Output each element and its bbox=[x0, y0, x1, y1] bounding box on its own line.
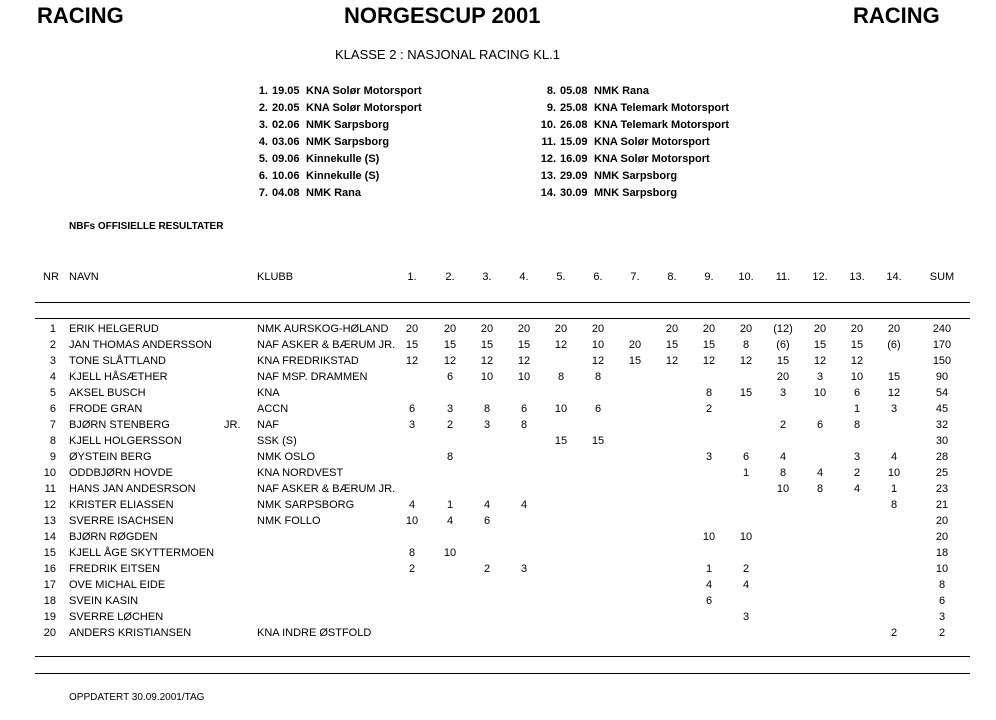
total-sum: 45 bbox=[935, 403, 949, 415]
round-score: 6 bbox=[705, 595, 713, 607]
race-item bbox=[252, 187, 361, 199]
race-item bbox=[540, 187, 677, 199]
race-venue: KNA Solør Motorsport bbox=[594, 153, 710, 165]
round-score: 20 bbox=[776, 371, 790, 383]
race-venue: NMK Rana bbox=[306, 187, 362, 199]
round-score: 4 bbox=[890, 451, 898, 463]
race-date: 20.05 bbox=[272, 102, 300, 114]
round-score: 12 bbox=[665, 355, 679, 367]
divider-line bbox=[35, 318, 970, 319]
driver-club: NMK SARPSBORG bbox=[257, 499, 355, 511]
column-header-round: 5. bbox=[556, 271, 566, 283]
round-score: 15 bbox=[850, 339, 864, 351]
column-header-round: 11. bbox=[775, 271, 791, 283]
round-score: 20 bbox=[591, 323, 605, 335]
round-score: 20 bbox=[517, 323, 531, 335]
round-score: 6 bbox=[408, 403, 416, 415]
row-number: 4 bbox=[49, 371, 56, 383]
round-score: (12) bbox=[773, 323, 793, 335]
round-score: 4 bbox=[446, 515, 454, 527]
race-venue: KNA Telemark Motorsport bbox=[594, 102, 730, 114]
header-left-label: RACING bbox=[37, 3, 124, 28]
round-score: 12 bbox=[887, 387, 901, 399]
race-number: 1. bbox=[258, 85, 268, 97]
round-score: 12 bbox=[813, 355, 827, 367]
race-date: 02.06 bbox=[272, 119, 300, 131]
round-score: 10 bbox=[739, 531, 753, 543]
round-score: 2 bbox=[742, 563, 750, 575]
round-score: 20 bbox=[813, 323, 827, 335]
round-score: 8 bbox=[594, 371, 602, 383]
round-score: 2 bbox=[408, 563, 416, 575]
driver-club: NAF bbox=[257, 419, 279, 431]
round-score: 8 bbox=[408, 547, 416, 559]
race-number: 6. bbox=[258, 170, 268, 182]
round-score: 15 bbox=[702, 339, 716, 351]
round-score: 8 bbox=[520, 419, 528, 431]
round-score: 10 bbox=[517, 371, 531, 383]
total-sum: 30 bbox=[935, 435, 949, 447]
column-header-round: 14. bbox=[886, 271, 902, 283]
row-number: 19 bbox=[43, 611, 56, 623]
round-score: 15 bbox=[776, 355, 790, 367]
round-score: 4 bbox=[408, 499, 416, 511]
round-score: 12 bbox=[850, 355, 864, 367]
race-item bbox=[540, 119, 729, 131]
driver-club: NAF ASKER & BÆRUM JR. bbox=[257, 483, 396, 495]
driver-name: ANDERS KRISTIANSEN bbox=[69, 627, 192, 639]
round-score: 4 bbox=[520, 499, 528, 511]
round-score: 10 bbox=[702, 531, 716, 543]
round-score: 8 bbox=[446, 451, 454, 463]
driver-name: SVERRE LØCHEN bbox=[69, 611, 164, 623]
race-date: 25.08 bbox=[560, 102, 588, 114]
round-score: 12 bbox=[405, 355, 419, 367]
round-score: 2 bbox=[890, 627, 898, 639]
total-sum: 170 bbox=[932, 339, 952, 351]
race-number: 14. bbox=[540, 187, 556, 199]
driver-club: KNA FREDRIKSTAD bbox=[257, 355, 359, 367]
round-score: 8 bbox=[483, 403, 491, 415]
round-score: 6 bbox=[446, 371, 454, 383]
total-sum: 8 bbox=[938, 579, 946, 591]
round-score: 15 bbox=[405, 339, 419, 351]
driver-club: NMK OSLO bbox=[257, 451, 316, 463]
row-number: 17 bbox=[43, 579, 56, 591]
round-score: 10 bbox=[776, 483, 790, 495]
driver-name: KRISTER ELIASSEN bbox=[69, 499, 174, 511]
round-score: 6 bbox=[816, 419, 824, 431]
round-score: 15 bbox=[628, 355, 642, 367]
row-number: 12 bbox=[43, 499, 56, 511]
driver-name: FREDRIK EITSEN bbox=[69, 563, 161, 575]
round-score: 1 bbox=[446, 499, 454, 511]
race-item bbox=[252, 85, 422, 97]
race-date: 30.09 bbox=[560, 187, 588, 199]
round-score: 10 bbox=[480, 371, 494, 383]
row-number: 6 bbox=[49, 403, 56, 415]
driver-club: NMK AURSKOG-HØLAND bbox=[257, 323, 389, 335]
driver-name: HANS JAN ANDESRSON bbox=[69, 483, 196, 495]
race-date: 10.06 bbox=[272, 170, 300, 182]
round-score: 15 bbox=[517, 339, 531, 351]
driver-club: SSK (S) bbox=[257, 435, 297, 447]
race-date: 04.08 bbox=[272, 187, 300, 199]
column-header-sum: SUM bbox=[929, 271, 955, 283]
row-number: 1 bbox=[49, 323, 56, 335]
round-score: 12 bbox=[517, 355, 531, 367]
round-score: 20 bbox=[739, 323, 753, 335]
round-score: 12 bbox=[554, 339, 568, 351]
column-header-name: NAVN bbox=[69, 271, 99, 283]
row-number: 14 bbox=[43, 531, 56, 543]
row-number: 10 bbox=[43, 467, 56, 479]
driver-club: KNA bbox=[257, 387, 280, 399]
column-header-round: 3. bbox=[482, 271, 492, 283]
race-venue: Kinnekulle (S) bbox=[306, 170, 380, 182]
race-number: 9. bbox=[546, 102, 556, 114]
driver-club: NMK FOLLO bbox=[257, 515, 321, 527]
page-title: NORGESCUP 2001 bbox=[344, 3, 541, 28]
round-score: 3 bbox=[520, 563, 528, 575]
driver-suffix: JR. bbox=[224, 419, 241, 431]
race-number: 3. bbox=[258, 119, 268, 131]
total-sum: 6 bbox=[938, 595, 946, 607]
race-number: 5. bbox=[258, 153, 268, 165]
driver-name: BJØRN STENBERG bbox=[69, 419, 170, 431]
row-number: 20 bbox=[43, 627, 56, 639]
round-score: 2 bbox=[853, 467, 861, 479]
round-score: 3 bbox=[779, 387, 787, 399]
round-score: 15 bbox=[887, 371, 901, 383]
round-score: 20 bbox=[405, 323, 419, 335]
round-score: 8 bbox=[890, 499, 898, 511]
race-number: 13. bbox=[540, 170, 556, 182]
round-score: 6 bbox=[520, 403, 528, 415]
round-score: 20 bbox=[554, 323, 568, 335]
race-venue: MNK Sarpsborg bbox=[594, 187, 678, 199]
driver-name: FRODE GRAN bbox=[69, 403, 143, 415]
round-score: 4 bbox=[705, 579, 713, 591]
race-number: 7. bbox=[258, 187, 268, 199]
race-venue: KNA Telemark Motorsport bbox=[594, 119, 730, 131]
round-score: 10 bbox=[405, 515, 419, 527]
driver-club: KNA INDRE ØSTFOLD bbox=[257, 627, 372, 639]
race-date: 15.09 bbox=[560, 136, 588, 148]
round-score: 3 bbox=[483, 419, 491, 431]
race-number: 4. bbox=[258, 136, 268, 148]
total-sum: 3 bbox=[938, 611, 946, 623]
round-score: 1 bbox=[890, 483, 898, 495]
round-score: 3 bbox=[853, 451, 861, 463]
round-score: 4 bbox=[779, 451, 787, 463]
driver-name: ERIK HELGERUD bbox=[69, 323, 159, 335]
round-score: 4 bbox=[853, 483, 861, 495]
driver-club: ACCN bbox=[257, 403, 289, 415]
race-date: 29.09 bbox=[560, 170, 588, 182]
round-score: 8 bbox=[742, 339, 750, 351]
round-score: 20 bbox=[850, 323, 864, 335]
round-score: 20 bbox=[443, 323, 457, 335]
row-number: 13 bbox=[43, 515, 56, 527]
round-score: 6 bbox=[742, 451, 750, 463]
round-score: 3 bbox=[816, 371, 824, 383]
official-results-label: NBFs OFFISIELLE RESULTATER bbox=[69, 221, 224, 232]
round-score: 4 bbox=[816, 467, 824, 479]
race-date: 09.06 bbox=[272, 153, 300, 165]
total-sum: 2 bbox=[938, 627, 946, 639]
race-venue: NMK Sarpsborg bbox=[594, 170, 678, 182]
race-item bbox=[540, 136, 710, 148]
column-header-round: 12. bbox=[812, 271, 828, 283]
row-number: 3 bbox=[49, 355, 56, 367]
driver-name: KJELL ÅGE SKYTTERMOEN bbox=[69, 547, 215, 559]
driver-name: KJELL HÅSÆTHER bbox=[69, 371, 168, 383]
round-score: 10 bbox=[591, 339, 605, 351]
round-score: (6) bbox=[887, 339, 901, 351]
round-score: 15 bbox=[813, 339, 827, 351]
race-item bbox=[540, 170, 677, 182]
round-score: 20 bbox=[628, 339, 642, 351]
round-score: 10 bbox=[887, 467, 901, 479]
divider-line bbox=[35, 656, 970, 657]
race-item bbox=[252, 170, 379, 182]
driver-name: AKSEL BUSCH bbox=[69, 387, 146, 399]
total-sum: 10 bbox=[935, 563, 949, 575]
total-sum: 25 bbox=[935, 467, 949, 479]
race-item bbox=[540, 153, 710, 165]
driver-name: OVE MICHAL EIDE bbox=[69, 579, 166, 591]
column-header-round: 8. bbox=[667, 271, 677, 283]
total-sum: 23 bbox=[935, 483, 949, 495]
round-score: 3 bbox=[742, 611, 750, 623]
round-score: 6 bbox=[483, 515, 491, 527]
round-score: 6 bbox=[594, 403, 602, 415]
race-number: 11. bbox=[541, 136, 556, 148]
round-score: 8 bbox=[779, 467, 787, 479]
class-subtitle: KLASSE 2 : NASJONAL RACING KL.1 bbox=[335, 47, 560, 62]
round-score: 20 bbox=[887, 323, 901, 335]
round-score: 15 bbox=[739, 387, 753, 399]
round-score: 2 bbox=[483, 563, 491, 575]
race-venue: KNA Solør Motorsport bbox=[306, 102, 422, 114]
total-sum: 18 bbox=[935, 547, 949, 559]
round-score: 2 bbox=[446, 419, 454, 431]
total-sum: 90 bbox=[935, 371, 949, 383]
race-date: 16.09 bbox=[560, 153, 588, 165]
race-date: 19.05 bbox=[272, 85, 300, 97]
total-sum: 20 bbox=[935, 515, 949, 527]
round-score: 12 bbox=[702, 355, 716, 367]
round-score: 2 bbox=[779, 419, 787, 431]
driver-club: NAF ASKER & BÆRUM JR. bbox=[257, 339, 396, 351]
driver-name: ØYSTEIN BERG bbox=[69, 451, 152, 463]
row-number: 16 bbox=[43, 563, 56, 575]
row-number: 18 bbox=[43, 595, 56, 607]
total-sum: 150 bbox=[932, 355, 952, 367]
round-score: 8 bbox=[853, 419, 861, 431]
round-score: 15 bbox=[554, 435, 568, 447]
round-score: 8 bbox=[557, 371, 565, 383]
column-header-round: 13. bbox=[849, 271, 865, 283]
total-sum: 20 bbox=[935, 531, 949, 543]
row-number: 15 bbox=[43, 547, 56, 559]
row-number: 5 bbox=[49, 387, 56, 399]
driver-name: JAN THOMAS ANDERSSON bbox=[69, 339, 212, 351]
column-header-round: 7. bbox=[630, 271, 640, 283]
race-item bbox=[252, 136, 389, 148]
column-header-round: 2. bbox=[445, 271, 455, 283]
round-score: 4 bbox=[483, 499, 491, 511]
total-sum: 54 bbox=[935, 387, 949, 399]
race-venue: NMK Sarpsborg bbox=[306, 136, 390, 148]
round-score: 10 bbox=[813, 387, 827, 399]
column-header-round: 10. bbox=[738, 271, 754, 283]
race-item bbox=[252, 102, 422, 114]
race-venue: KNA Solør Motorsport bbox=[594, 136, 710, 148]
round-score: 2 bbox=[705, 403, 713, 415]
round-score: 3 bbox=[705, 451, 713, 463]
updated-footer: OPPDATERT 30.09.2001/TAG bbox=[69, 692, 205, 703]
race-date: 05.08 bbox=[560, 85, 588, 97]
column-header-round: 6. bbox=[593, 271, 603, 283]
row-number: 9 bbox=[49, 451, 56, 463]
race-item bbox=[540, 102, 729, 114]
total-sum: 28 bbox=[935, 451, 949, 463]
divider-line bbox=[35, 302, 970, 303]
driver-name: BJØRN RØGDEN bbox=[69, 531, 158, 543]
race-item bbox=[540, 85, 649, 97]
driver-club: KNA NORDVEST bbox=[257, 467, 344, 479]
round-score: 8 bbox=[816, 483, 824, 495]
round-score: 1 bbox=[853, 403, 861, 415]
driver-name: SVERRE ISACHSEN bbox=[69, 515, 174, 527]
race-item bbox=[252, 153, 379, 165]
driver-name: KJELL HOLGERSSON bbox=[69, 435, 182, 447]
round-score: 12 bbox=[443, 355, 457, 367]
round-score: 20 bbox=[665, 323, 679, 335]
race-date: 03.06 bbox=[272, 136, 300, 148]
round-score: 10 bbox=[554, 403, 568, 415]
round-score: 15 bbox=[591, 435, 605, 447]
round-score: 4 bbox=[742, 579, 750, 591]
round-score: 3 bbox=[408, 419, 416, 431]
race-venue: Kinnekulle (S) bbox=[306, 153, 380, 165]
round-score: 8 bbox=[705, 387, 713, 399]
driver-name: TONE SLÅTTLAND bbox=[69, 355, 166, 367]
round-score: 1 bbox=[705, 563, 713, 575]
round-score: 1 bbox=[742, 467, 750, 479]
round-score: 3 bbox=[446, 403, 454, 415]
driver-name: SVEIN KASIN bbox=[69, 595, 139, 607]
race-venue: KNA Solør Motorsport bbox=[306, 85, 422, 97]
round-score: 15 bbox=[665, 339, 679, 351]
total-sum: 21 bbox=[935, 499, 949, 511]
round-score: 15 bbox=[480, 339, 494, 351]
column-header-round: 1. bbox=[407, 271, 417, 283]
column-header-club: KLUBB bbox=[257, 271, 294, 283]
total-sum: 240 bbox=[932, 323, 952, 335]
race-number: 12. bbox=[540, 153, 556, 165]
header-right-label: RACING bbox=[853, 3, 940, 28]
round-score: 12 bbox=[591, 355, 605, 367]
column-header-round: 9. bbox=[704, 271, 714, 283]
race-venue: NMK Rana bbox=[594, 85, 650, 97]
round-score: 20 bbox=[702, 323, 716, 335]
race-number: 10. bbox=[540, 119, 556, 131]
round-score: (6) bbox=[776, 339, 790, 351]
race-item bbox=[252, 119, 389, 131]
round-score: 12 bbox=[739, 355, 753, 367]
driver-name: ODDBJØRN HOVDE bbox=[69, 467, 173, 479]
race-date: 26.08 bbox=[560, 119, 588, 131]
round-score: 10 bbox=[850, 371, 864, 383]
driver-club: NAF MSP. DRAMMEN bbox=[257, 371, 368, 383]
round-score: 15 bbox=[443, 339, 457, 351]
round-score: 3 bbox=[890, 403, 898, 415]
row-number: 7 bbox=[49, 419, 56, 431]
round-score: 6 bbox=[853, 387, 861, 399]
round-score: 12 bbox=[480, 355, 494, 367]
row-number: 2 bbox=[49, 339, 56, 351]
column-header-nr: NR bbox=[43, 271, 59, 283]
row-number: 8 bbox=[49, 435, 56, 447]
total-sum: 32 bbox=[935, 419, 949, 431]
column-header-round: 4. bbox=[519, 271, 529, 283]
race-number: 2. bbox=[258, 102, 268, 114]
row-number: 11 bbox=[44, 483, 56, 495]
divider-line bbox=[35, 673, 970, 674]
round-score: 10 bbox=[443, 547, 457, 559]
race-venue: NMK Sarpsborg bbox=[306, 119, 390, 131]
race-number: 8. bbox=[546, 85, 556, 97]
round-score: 20 bbox=[480, 323, 494, 335]
